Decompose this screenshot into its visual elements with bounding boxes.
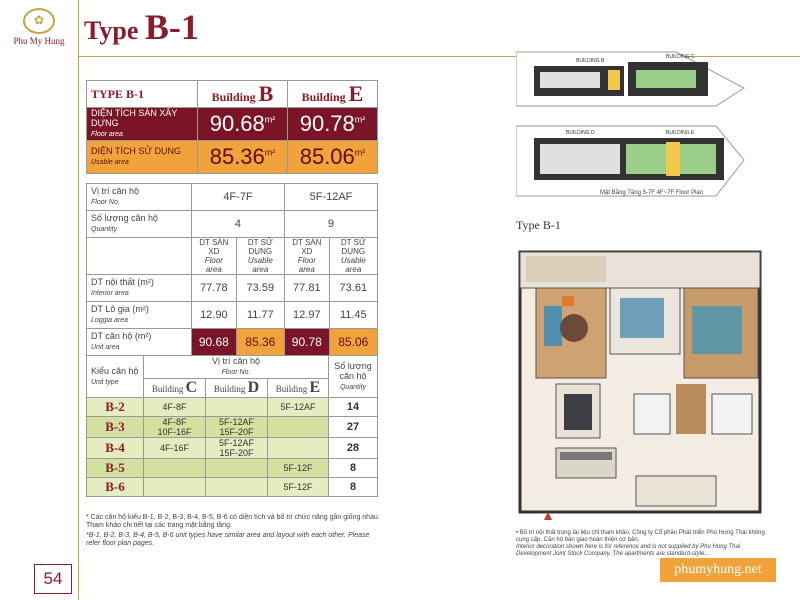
loggia-b-sxd: 12.90 [192,302,237,329]
table-row [87,417,378,438]
col-ssd-e [329,238,377,275]
building-d-core [540,144,620,174]
label-en: Quantity [339,383,367,391]
label-vi: DT SÀN XD [292,238,322,256]
highlight-unit [666,142,680,176]
label-vi: Vị trí căn hộ [211,356,261,366]
label-en: Floor area [91,131,123,138]
interior-e-ssd: 73.61 [329,275,377,302]
building-d-floors [206,478,268,497]
bed-1 [620,298,664,338]
building-d-label: BUILDING D [566,130,595,136]
building-d-floors: 5F-12AF 15F-20F [206,417,268,438]
unit-b-sxd: 90.68 [192,329,237,356]
label-vi: DT căn hộ (m²) [91,331,152,341]
building-e-header [288,81,378,108]
label-vi: DT SÀN XD [199,238,229,256]
quantity-row [87,211,378,238]
unit-quantity: 14 [329,398,378,417]
label-en: Loggia area [91,317,128,324]
floor-b: 4F-7F [192,184,285,211]
label-vi: DT Lô gia (m²) [91,304,149,314]
col-sxd-e [284,238,329,275]
highlight-unit [608,70,620,90]
label-vi: DT SỬ DỤNG [340,238,366,256]
footnote-vi: * Các căn hộ kiểu B-1, B-2, B-3, B-4, B-5, B-6 có diện tích và bố trí chức năng gần giống nhau. Tham khảo chi tiết tại các trang mặt bằng tầng. [86,514,380,529]
building-c-header [144,379,206,398]
building-e-floors: 5F-12F [268,478,329,497]
building-c-floors: 4F-8F 10F-16F [144,417,206,438]
building-d-floors: 5F-12AF 15F-20F [206,438,268,459]
label-en: Usable area [340,256,366,274]
building-e-label: BUILDING E [666,130,695,136]
armchair [562,296,574,306]
construction-area-label [87,108,198,141]
building-b-label: BUILDING B [576,58,605,64]
table-row [87,438,378,459]
usable-area-row [87,141,378,174]
quantity-e: 9 [284,211,377,238]
bathroom-1 [634,394,670,434]
unit-type: B-3 [87,417,144,438]
unit: m² [354,147,366,158]
building-c-floors [144,478,206,497]
unit-e-sxd: 90.78 [284,329,329,356]
building-letter: C [185,379,198,396]
interior-e-sxd: 77.81 [284,275,329,302]
unit-e-ssd: 85.06 [329,329,377,356]
loggia-row [87,302,378,329]
label-en: Floor area [297,256,316,274]
label-en: Quantity [91,226,118,233]
construction-area-e [288,108,378,141]
building-word: Building [301,90,346,104]
building-d-floors [206,398,268,417]
building-letter: D [247,379,260,396]
unit-area-row [87,329,378,356]
loggia-floor [526,256,606,282]
label-en: Floor No. [221,369,251,376]
building-c-core [636,70,696,88]
watermark: phumyhung.net [660,558,776,582]
label-vi: DIỆN TÍCH SỬ DỤNG [91,146,182,156]
building-letter: E [348,81,364,106]
value: 90.78 [299,111,355,136]
brand-logo [8,8,70,46]
page-number: 54 [34,564,72,594]
unit-type: B-4 [87,438,144,459]
right-footnote [516,530,776,558]
col-sxd-b [192,238,237,275]
detail-table [86,183,378,356]
unit-table-header-1 [87,356,378,379]
rug [560,314,588,342]
building-b-core [540,72,600,88]
value: 85.06 [299,144,355,169]
title-prefix: Type [84,16,139,45]
unit-quantity: 27 [329,417,378,438]
interior-row [87,275,378,302]
unit-b-ssd: 85.36 [236,329,284,356]
left-sidebar [0,0,79,600]
site-plan-caption: Mặt Bằng Tầng 5-7F 4F~7F Floor Plan [600,190,704,196]
floorplan-label: Type B-1 [516,218,561,232]
building-e-header [268,379,329,398]
label-en: Floor No. [91,199,120,206]
building-letter: E [309,379,321,396]
unit-quantity: 28 [329,438,378,459]
bed-2 [692,306,742,354]
column-header-row [87,238,378,275]
unit-type: B-2 [87,398,144,417]
label-vi: Kiểu căn hộ [91,365,139,376]
bathroom-2 [712,394,752,434]
title-type: B-1 [144,7,199,47]
table-row [87,459,378,478]
label-vi: DT SỬ DỤNG [247,238,273,256]
loggia-label [87,302,192,329]
interior-label [87,275,192,302]
interior-b-ssd: 73.59 [236,275,284,302]
building-word: Building [151,384,184,394]
building-e-floors: 5F-12F [268,459,329,478]
unit-floor-plan [516,244,764,524]
unit: m² [264,114,276,125]
floor-label [87,184,192,211]
building-word: Building [213,384,246,394]
unit-type-header [87,356,144,398]
hallway [676,384,706,434]
site-plan-mid [516,124,746,198]
floor-row [87,184,378,211]
label-en: Usable area [247,256,273,274]
usable-area-label [87,141,198,174]
label-vi: DIỆN TÍCH SÀN XÂY DỰNG [91,108,178,128]
building-c-floors: 4F-8F [144,398,206,417]
left-footnote [86,514,382,548]
building-c-floors [144,459,206,478]
building-word: Building [211,90,256,104]
area-table-header [87,81,378,108]
quantity-header [329,356,378,398]
dining-table [564,394,592,430]
table-row [87,478,378,497]
building-d-header [206,379,268,398]
label-vi: Số lượng căn hộ [334,360,372,381]
type-label: TYPE B-1 [87,81,198,108]
loggia-e-ssd: 11.45 [329,302,377,329]
value: 90.68 [209,111,265,136]
building-word: Building [275,384,308,394]
building-e-floors [268,417,329,438]
unit: m² [264,147,276,158]
building-letter: B [258,81,274,106]
loggia-e-sxd: 12.97 [284,302,329,329]
quantity-label [87,211,192,238]
quantity-b: 4 [192,211,285,238]
kitchen-counter [560,452,612,460]
footnote-en: *B-1, B-2, B-3, B-4, B-5, B-6 unit types have similar area and layout with each other. Please refer floor plan pages. [86,532,370,547]
area-table [86,80,378,174]
label-vi: Số lượng căn hộ [91,213,158,223]
building-e-floors: 5F-12AF [268,398,329,417]
col-ssd-b [236,238,284,275]
page-title [84,6,199,48]
loggia-b-ssd: 11.77 [236,302,284,329]
unit-type-table [86,355,378,497]
label-en: Unit area [91,344,120,351]
construction-area-row [87,108,378,141]
unit-type: B-6 [87,478,144,497]
label-en: Unit type [91,378,119,386]
building-b-header [198,81,288,108]
unit-quantity: 8 [329,478,378,497]
label-en: Floor area [204,256,223,274]
site-plan-top [516,48,746,108]
label-en: Interior area [91,290,129,297]
blank-cell [87,238,192,275]
floor-e: 5F-12AF [284,184,377,211]
construction-area-b [198,108,288,141]
label-vi: DT nội thất (m²) [91,277,154,287]
unit-type: B-5 [87,459,144,478]
unit-quantity: 8 [329,459,378,478]
brand-name: Phu My Hung [13,36,65,46]
building-e-floors [268,438,329,459]
label-vi: Vị trí căn hộ [91,186,140,196]
unit-area-label [87,329,192,356]
footnote-en: Interior decoration shown here is for reference and is not supplied by Phu Hung Thai Development Joint Stock Company. The apartments are standard-style... [516,544,741,557]
position-header [144,356,329,379]
logo-mark-icon: ✿ [23,8,55,34]
value: 85.36 [209,144,265,169]
usable-area-b [198,141,288,174]
unit: m² [354,114,366,125]
entry [636,476,716,506]
footnote-vi: • Bố trí nội thất trong tài liệu chỉ tham khảo, Công ty Cổ phần Phát triển Phú Hưng Thái không cung cấp. Căn hộ bàn giao hoàn thiện cơ bản. [516,530,765,543]
sofa [544,306,562,346]
usable-area-e [288,141,378,174]
building-d-floors [206,459,268,478]
building-c-label: BUILDING C [666,54,695,60]
table-row [87,398,378,417]
interior-b-sxd: 77.78 [192,275,237,302]
label-en: Usable area [91,159,129,166]
building-c-floors: 4F-16F [144,438,206,459]
